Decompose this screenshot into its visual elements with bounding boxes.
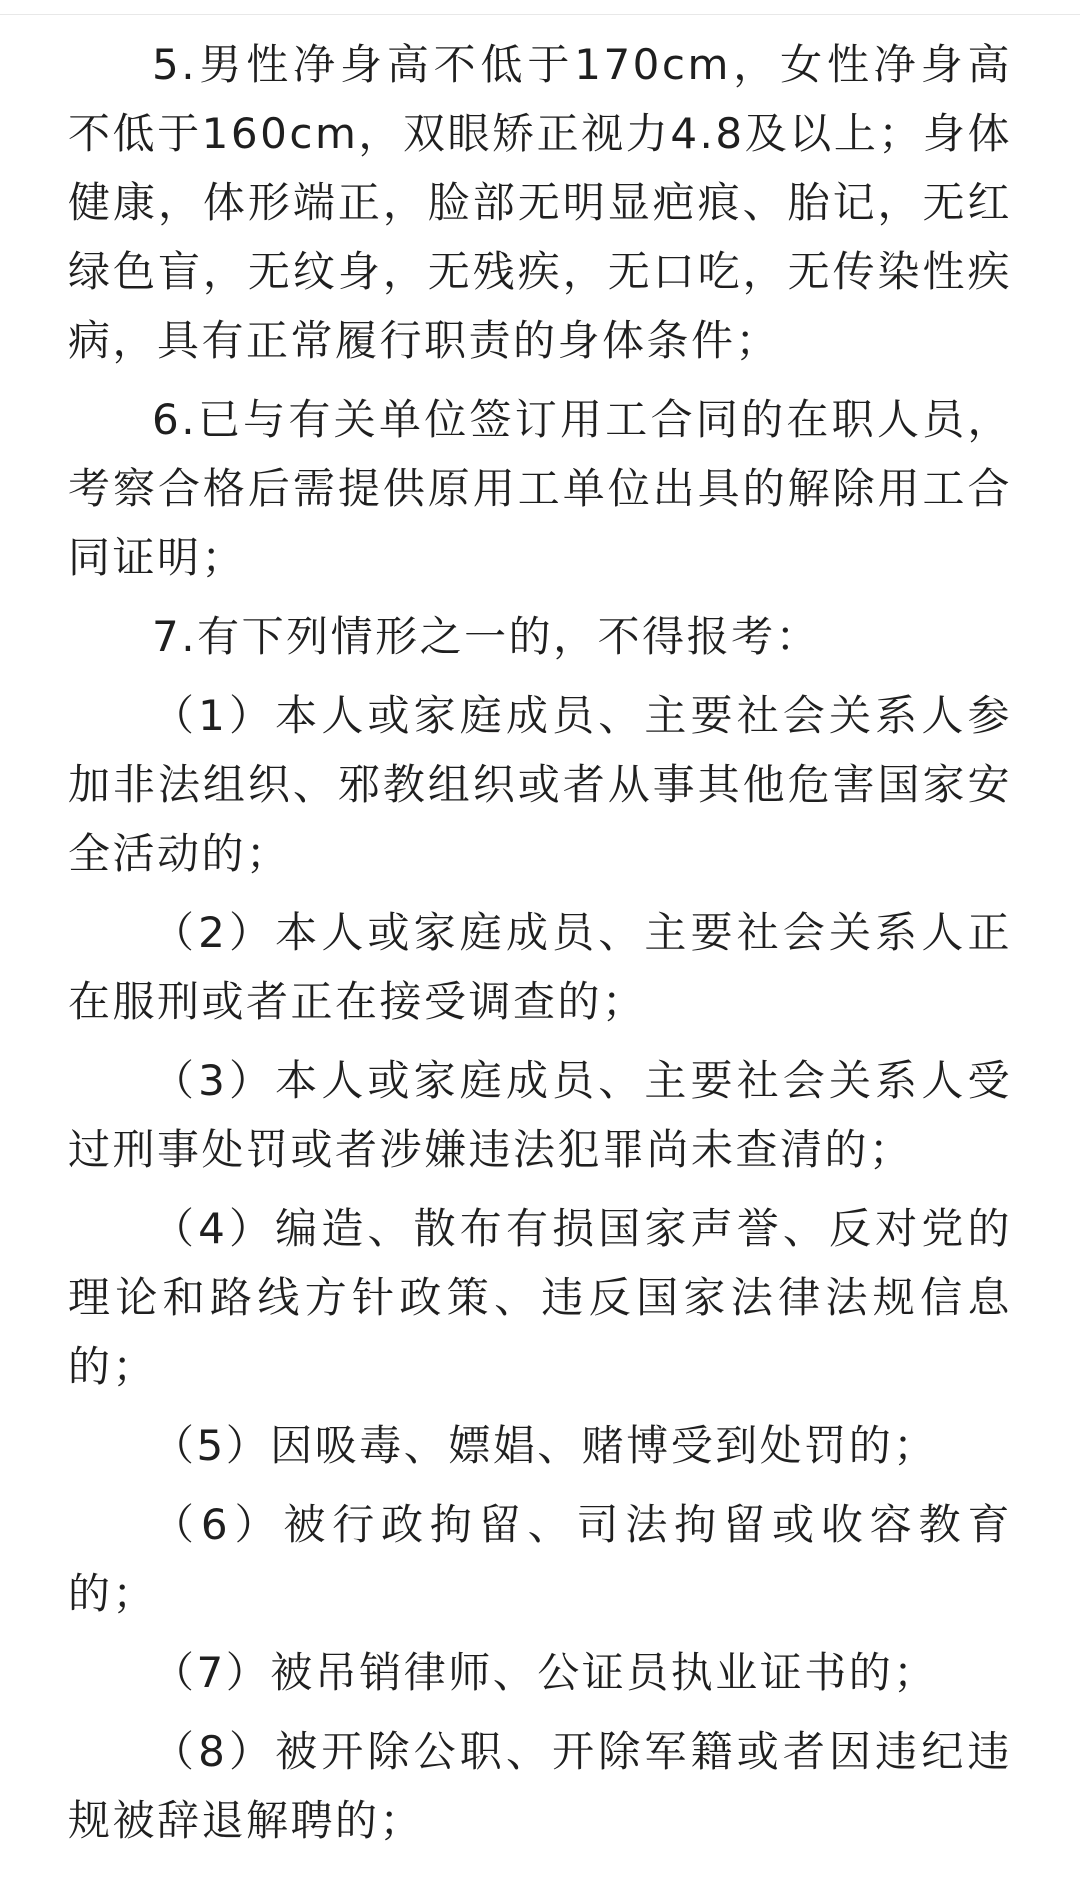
top-divider: [0, 14, 1080, 15]
list-item-7: （7）被吊销律师、公证员执业证书的；: [152, 1648, 938, 1697]
list-item-4: （4）编造、散布有损国家声誉、反对党的理论和路线方针政策、违反国家法律法规信息的；: [68, 1204, 1012, 1391]
list-item-8: （8）被开除公职、开除军籍或者因违纪违规被辞退解聘的；: [68, 1727, 1012, 1845]
paragraph-5-physical-requirements: 5.男性净身高不低于170cm，女性净身高不低于160cm，双眼矫正视力4.8及以上；身体健康，体形端正，脸部无明显疤痕、胎记，无红绿色盲，无纹身，无残疾，无口吃，无传染性疾病，具有正常履行职责的身体条件；: [68, 40, 1012, 365]
list-item-3: （3）本人或家庭成员、主要社会关系人受过刑事处罚或者涉嫌违法犯罪尚未查清的；: [68, 1056, 1012, 1174]
article-body: [68, 30, 1012, 1865]
paragraph-7-disqualifications: 7.有下列情形之一的，不得报考：: [152, 612, 821, 661]
list-item-1: （1）本人或家庭成员、主要社会关系人参加非法组织、邪教组织或者从事其他危害国家安全活动的；: [68, 691, 1012, 878]
list-item-2: （2）本人或家庭成员、主要社会关系人正在服刑或者正在接受调查的；: [68, 908, 1012, 1026]
list-item-6: （6）被行政拘留、司法拘留或收容教育的；: [68, 1500, 1012, 1618]
list-item-5: （5）因吸毒、嫖娼、赌博受到处罚的；: [152, 1421, 938, 1470]
paragraph-6-employment-contract: 6.已与有关单位签订用工合同的在职人员，考察合格后需提供原用工单位出具的解除用工合同证明；: [68, 395, 1012, 582]
